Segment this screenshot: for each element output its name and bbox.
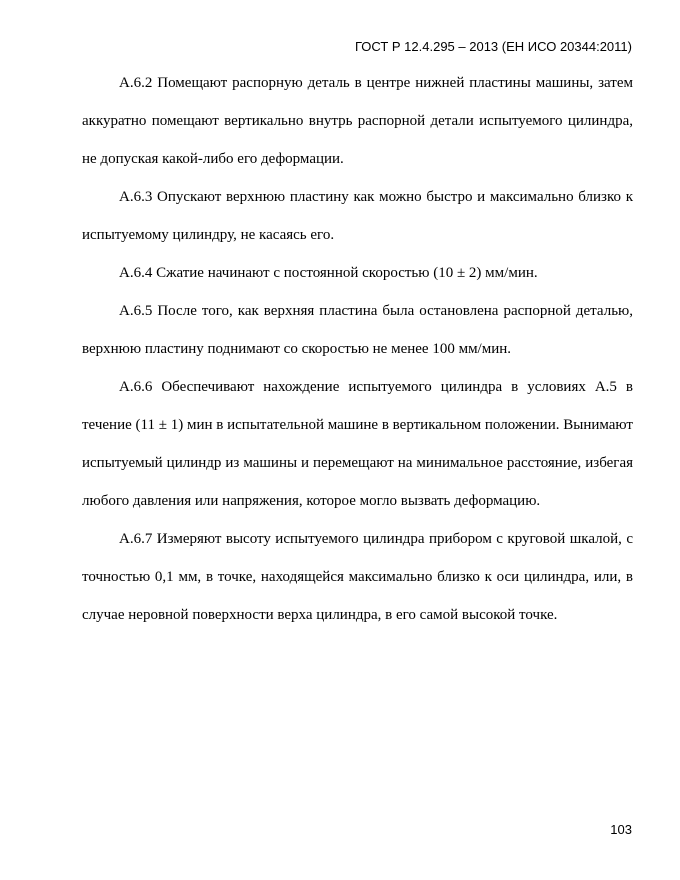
paragraph-a-6-6: А.6.6 Обеспечивают нахождение испытуемого цилиндра в условиях А.5 в течение (11 ± 1) мин в испытательной машине в вертикальном положении. Вынимают испытуемый цилиндр из машины и перемещают на минимальное расстояние, избегая любого давления или напряжения, которое могло вызвать деформацию.: [82, 379, 633, 509]
paragraph-a-6-7: А.6.7 Измеряют высоту испытуемого цилиндра прибором с круговой шкалой, с точностью 0,1 мм, в точке, находящейся максимально близко к оси цилиндра, или, в случае неровной поверхности верха цилиндра, в его самой высокой точке.: [82, 531, 633, 623]
document-body: [82, 64, 633, 634]
paragraph-a-6-2: А.6.2 Помещают распорную деталь в центре нижней пластины машины, затем аккуратно помещают вертикально внутрь распорной детали испытуемого цилиндра, не допуская какой-либо его деформации.: [82, 75, 633, 167]
paragraph-a-6-3: А.6.3 Опускают верхнюю пластину как можно быстро и максимально близко к испытуемому цилиндру, не касаясь его.: [82, 189, 633, 243]
page-number: 103: [610, 822, 632, 837]
document-header: ГОСТ Р 12.4.295 – 2013 (ЕН ИСО 20344:2011): [354, 39, 632, 54]
paragraph-a-6-4: А.6.4 Сжатие начинают с постоянной скоростью (10 ± 2) мм/мин.: [119, 265, 538, 281]
paragraph-a-6-5: А.6.5 После того, как верхняя пластина была остановлена распорной деталью, верхнюю пластину поднимают со скоростью не менее 100 мм/мин.: [82, 303, 633, 357]
